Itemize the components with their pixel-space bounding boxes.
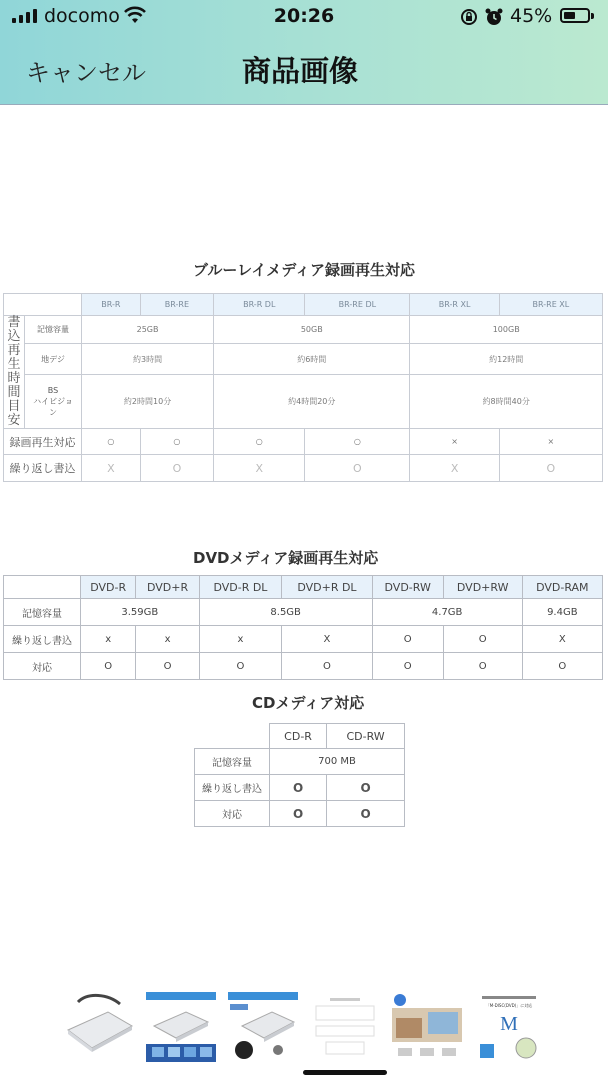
bluray-header: BR-RE XL (499, 294, 602, 316)
table-cell: O (270, 775, 327, 801)
cancel-button[interactable]: キャンセル (26, 59, 146, 87)
table-cell: ○ (214, 429, 305, 455)
page-title: 商品画像 (242, 54, 359, 88)
battery-tip (591, 13, 594, 19)
cd-header: CD-RW (327, 724, 405, 749)
dvd-header: DVD-R (81, 576, 136, 599)
table-cell: O (81, 653, 136, 680)
thumbnail-lifestyle-photo[interactable] (392, 992, 462, 1062)
alarm-icon (484, 7, 504, 27)
table-cell: × (499, 429, 602, 455)
side-label-char: 間 (7, 385, 21, 400)
cd-header: CD-R (270, 724, 327, 749)
thumbnail-spec-sheet[interactable] (310, 992, 380, 1062)
row-label: 繰り返し書込 (4, 626, 81, 653)
status-bar (0, 0, 608, 34)
dvd-header: DVD+RW (443, 576, 522, 599)
bluray-header: BR-R (82, 294, 141, 316)
carrier-name: docomo (44, 5, 120, 27)
cd-table (194, 723, 405, 827)
row-label: BS ハイビジョ ン (25, 375, 82, 429)
table-cell: 3.59GB (81, 599, 200, 626)
table-corner (195, 724, 270, 749)
side-label-char: 書 (7, 315, 21, 330)
side-label-text (4, 316, 24, 428)
thumbnail-drive-banner-2[interactable] (228, 992, 298, 1062)
side-label-char: 生 (7, 357, 21, 372)
thumbnail-caption: 「M-DISC(DVD)」に対応 (485, 1003, 533, 1008)
table-cell: O (372, 626, 443, 653)
side-label-char: 目 (7, 399, 21, 414)
side-label (4, 316, 25, 429)
dvd-header: DVD-RAM (522, 576, 602, 599)
bluray-title: ブルーレイメディア録画再生対応 (193, 261, 416, 279)
side-label-char: 安 (7, 413, 21, 428)
bluray-table (3, 293, 603, 482)
navigation-bar (0, 34, 608, 105)
row-label: 録画再生対応 (4, 429, 82, 455)
bluray-header: BR-R DL (214, 294, 305, 316)
dvd-header: DVD-R DL (199, 576, 282, 599)
thumbnail-drive-with-cable[interactable] (64, 992, 134, 1062)
table-cell: ○ (82, 429, 141, 455)
table-cell: O (327, 775, 405, 801)
thumbnail-drive-banner-1[interactable] (146, 992, 216, 1062)
table-cell: 約8時間40分 (410, 375, 603, 429)
table-cell: X (214, 455, 305, 482)
table-cell: X (282, 626, 372, 653)
table-cell: O (136, 653, 199, 680)
battery-percent: 45% (510, 5, 553, 27)
table-cell: O (443, 653, 522, 680)
dvd-header: DVD+R (136, 576, 199, 599)
dvd-table (3, 575, 603, 680)
side-label-char: 再 (7, 343, 21, 358)
table-cell: X (522, 626, 602, 653)
table-cell: 約6時間 (214, 343, 410, 374)
table-cell: 9.4GB (522, 599, 602, 626)
table-cell: 100GB (410, 316, 603, 344)
thumbnail-m-disc-banner[interactable] (474, 992, 544, 1062)
table-cell: X (410, 455, 499, 482)
side-label-char: 時 (7, 371, 21, 386)
bluray-header: BR-RE (140, 294, 213, 316)
cd-title: CDメディア対応 (252, 694, 365, 712)
table-cell: 25GB (82, 316, 214, 344)
dvd-header: DVD+R DL (282, 576, 372, 599)
table-cell: 50GB (214, 316, 410, 344)
row-label: 記憶容量 (195, 749, 270, 775)
table-cell: X (82, 455, 141, 482)
table-cell: O (522, 653, 602, 680)
table-cell: 8.5GB (199, 599, 372, 626)
table-cell: O (140, 455, 213, 482)
bluray-header: BR-R XL (410, 294, 499, 316)
table-corner (4, 294, 82, 316)
table-cell: O (305, 455, 410, 482)
dvd-title: DVDメディア録画再生対応 (193, 549, 379, 567)
svg-text:M: M (500, 1013, 518, 1035)
table-cell: 4.7GB (372, 599, 522, 626)
row-label: 記憶容量 (4, 599, 81, 626)
bluray-header: BR-RE DL (305, 294, 410, 316)
row-label: 繰り返し書込 (4, 455, 82, 482)
table-cell: O (270, 801, 327, 827)
table-cell: O (499, 455, 602, 482)
battery-icon (560, 8, 590, 23)
side-label-char: 込 (7, 329, 21, 344)
table-cell: x (136, 626, 199, 653)
dvd-header: DVD-RW (372, 576, 443, 599)
table-cell: 約4時間20分 (214, 375, 410, 429)
table-cell: 700 MB (270, 749, 405, 775)
table-cell: O (443, 626, 522, 653)
row-label: 対応 (195, 801, 270, 827)
table-cell: × (410, 429, 499, 455)
thumbnail-strip (0, 992, 608, 1062)
table-cell: O (372, 653, 443, 680)
table-cell: x (81, 626, 136, 653)
clock: 20:26 (273, 5, 335, 27)
row-label: 対応 (4, 653, 81, 680)
row-label: 地デジ (25, 343, 82, 374)
table-cell: ○ (140, 429, 213, 455)
table-cell: x (199, 626, 282, 653)
table-cell: 約3時間 (82, 343, 214, 374)
table-corner (4, 576, 81, 599)
table-cell: 約12時間 (410, 343, 603, 374)
row-label: 繰り返し書込 (195, 775, 270, 801)
table-cell: ○ (305, 429, 410, 455)
table-cell: 約2時間10分 (82, 375, 214, 429)
row-label: 記憶容量 (25, 316, 82, 344)
home-indicator[interactable] (303, 1070, 387, 1075)
table-cell: O (199, 653, 282, 680)
table-cell: O (282, 653, 372, 680)
table-cell: O (327, 801, 405, 827)
rotation-lock-icon (460, 8, 478, 26)
